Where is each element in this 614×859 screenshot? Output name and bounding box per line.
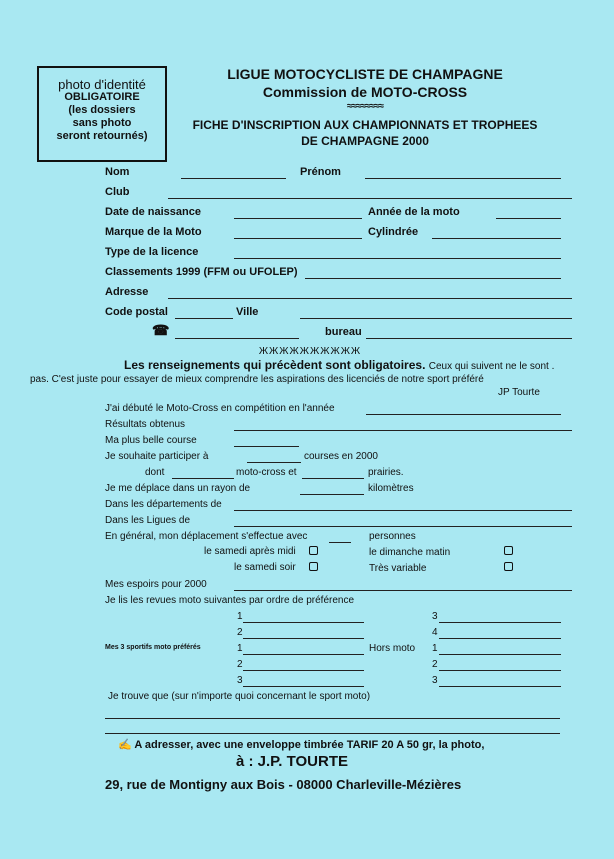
field-nb-personnes[interactable]	[329, 542, 351, 543]
photo-box	[37, 66, 167, 162]
field-resultats[interactable]	[234, 430, 572, 431]
field-trouve-1[interactable]	[105, 718, 560, 719]
checkbox-samedi-soir[interactable]	[309, 562, 318, 571]
commission-title: Commission de MOTO-CROSS	[262, 84, 468, 100]
label-samedi-soir: le samedi soir	[234, 562, 296, 573]
photo-note-3: seront retournés)	[56, 130, 148, 142]
field-sportif-3[interactable]	[243, 686, 364, 687]
label-ville: Ville	[236, 306, 259, 318]
notice-line-2: pas. C'est juste pour essayer de mieux comprendre les aspirations des licenciés de notre sport préféré	[30, 374, 484, 385]
photo-mandatory: OBLIGATOIRE	[64, 91, 140, 103]
label-sportifs: Mes 3 sportifs moto préférés	[105, 644, 201, 651]
field-espoirs[interactable]	[234, 590, 572, 591]
field-revue-3[interactable]	[439, 622, 561, 623]
field-belle-course[interactable]	[234, 446, 299, 447]
label-code-postal: Code postal	[105, 306, 168, 318]
league-title: LIGUE MOTOCYCLISTE DE CHAMPAGNE	[227, 66, 503, 82]
field-revue-4[interactable]	[439, 638, 561, 639]
field-departements[interactable]	[234, 510, 572, 511]
field-adresse[interactable]	[168, 298, 572, 299]
label-resultats: Résultats obtenus	[105, 419, 186, 430]
label-dimanche: le dimanche matin	[369, 547, 451, 558]
label-annee-moto: Année de la moto	[368, 206, 460, 218]
label-type-licence: Type de la licence	[105, 246, 199, 258]
label-prenom: Prénom	[300, 166, 341, 178]
field-marque-moto[interactable]	[234, 238, 362, 239]
footer-recipient: à : J.P. TOURTE	[236, 753, 348, 770]
label-belle-course: Ma plus belle course	[105, 435, 197, 446]
sportif-num-3: 3	[237, 675, 243, 686]
sportif-num-1: 1	[237, 643, 243, 654]
label-prairies: prairies.	[368, 467, 404, 478]
label-debut: J'ai débuté le Moto-Cross en compétition en l'année	[105, 403, 335, 414]
field-prenom[interactable]	[365, 178, 561, 179]
field-type-licence[interactable]	[234, 258, 561, 259]
field-nb-prairies[interactable]	[302, 478, 364, 479]
field-date-naissance[interactable]	[234, 218, 362, 219]
field-club[interactable]	[168, 198, 572, 199]
label-kilometres: kilomètres	[368, 483, 414, 494]
photo-note-2: sans photo	[72, 117, 132, 129]
label-participer: Je souhaite participer à	[105, 451, 209, 462]
notice-rest: Ceux qui suivent ne le sont .	[428, 361, 555, 372]
field-classements[interactable]	[305, 278, 561, 279]
hors-num-1: 1	[432, 643, 438, 654]
revue-num-4: 4	[432, 627, 438, 638]
photo-label: photo d'identité	[58, 77, 146, 92]
form-title-year: DE CHAMPAGNE 2000	[301, 134, 429, 148]
field-revue-1[interactable]	[243, 622, 364, 623]
footer-adresser: ✍ A adresser, avec une enveloppe timbrée TARIF 20 A 50 gr, la photo,	[118, 739, 485, 751]
checkbox-samedi-midi[interactable]	[309, 546, 318, 555]
field-telephone[interactable]	[175, 338, 299, 339]
label-motocross-et: moto-cross et	[236, 467, 297, 478]
label-samedi-midi: le samedi après midi	[204, 546, 296, 557]
field-cylindree[interactable]	[432, 238, 561, 239]
separator: ЖЖЖЖЖЖЖЖЖЖ	[258, 346, 362, 357]
signature: JP Tourte	[498, 387, 540, 398]
field-rayon[interactable]	[300, 494, 364, 495]
field-hors-moto-3[interactable]	[439, 686, 561, 687]
notice-line-1	[124, 358, 554, 372]
field-hors-moto-2[interactable]	[439, 670, 561, 671]
label-general: En général, mon déplacement s'effectue avec	[105, 531, 308, 542]
field-nom[interactable]	[181, 178, 286, 179]
photo-note-1: (les dossiers	[68, 104, 136, 116]
label-courses: courses en 2000	[304, 451, 378, 462]
label-hors-moto: Hors moto	[369, 643, 416, 654]
field-ville[interactable]	[300, 318, 572, 319]
label-espoirs: Mes espoirs pour 2000	[105, 579, 207, 590]
field-code-postal[interactable]	[175, 318, 233, 319]
field-ligues[interactable]	[234, 526, 572, 527]
label-date-naissance: Date de naissance	[105, 206, 201, 218]
checkbox-dimanche[interactable]	[504, 546, 513, 555]
label-classements: Classements 1999 (FFM ou UFOLEP)	[105, 266, 298, 278]
label-marque-moto: Marque de la Moto	[105, 226, 202, 238]
notice-bold: Les renseignements qui précèdent sont obligatoires.	[124, 358, 426, 372]
revue-num-1: 1	[237, 611, 243, 622]
checkbox-variable[interactable]	[504, 562, 513, 571]
label-adresse: Adresse	[105, 286, 149, 298]
field-nb-motocross[interactable]	[172, 478, 234, 479]
revue-num-2: 2	[237, 627, 243, 638]
label-variable: Très variable	[369, 563, 427, 574]
label-personnes: personnes	[369, 531, 416, 542]
field-sportif-1[interactable]	[243, 654, 364, 655]
label-dont: dont	[145, 467, 165, 478]
field-nb-courses[interactable]	[247, 462, 301, 463]
field-trouve-2[interactable]	[105, 733, 560, 734]
label-club: Club	[105, 186, 130, 198]
hors-num-2: 2	[432, 659, 438, 670]
field-bureau[interactable]	[366, 338, 572, 339]
field-hors-moto-1[interactable]	[439, 654, 561, 655]
label-revues: Je lis les revues moto suivantes par ordre de préférence	[105, 595, 355, 606]
phone-icon: ☎	[152, 322, 170, 338]
ornament: ≈≈≈≈≈≈≈≈	[347, 101, 383, 112]
revue-num-3: 3	[432, 611, 438, 622]
label-nom: Nom	[105, 166, 130, 178]
hors-num-3: 3	[432, 675, 438, 686]
label-departements: Dans les départements de	[105, 499, 222, 510]
label-trouve: Je trouve que (sur n'importe quoi concernant le sport moto)	[108, 691, 371, 702]
label-cylindree: Cylindrée	[368, 226, 419, 238]
label-ligues: Dans les Ligues de	[105, 515, 191, 526]
label-deplace: Je me déplace dans un rayon de	[105, 483, 251, 494]
footer-address: 29, rue de Montigny aux Bois - 08000 Charleville-Mézières	[105, 777, 462, 792]
form-title: FICHE D'INSCRIPTION AUX CHAMPIONNATS ET TROPHEES	[192, 118, 538, 132]
field-sportif-2[interactable]	[243, 670, 364, 671]
field-revue-2[interactable]	[243, 638, 364, 639]
field-debut[interactable]	[366, 414, 561, 415]
sportif-num-2: 2	[237, 659, 243, 670]
label-bureau: bureau	[325, 326, 362, 338]
field-annee-moto[interactable]	[496, 218, 561, 219]
